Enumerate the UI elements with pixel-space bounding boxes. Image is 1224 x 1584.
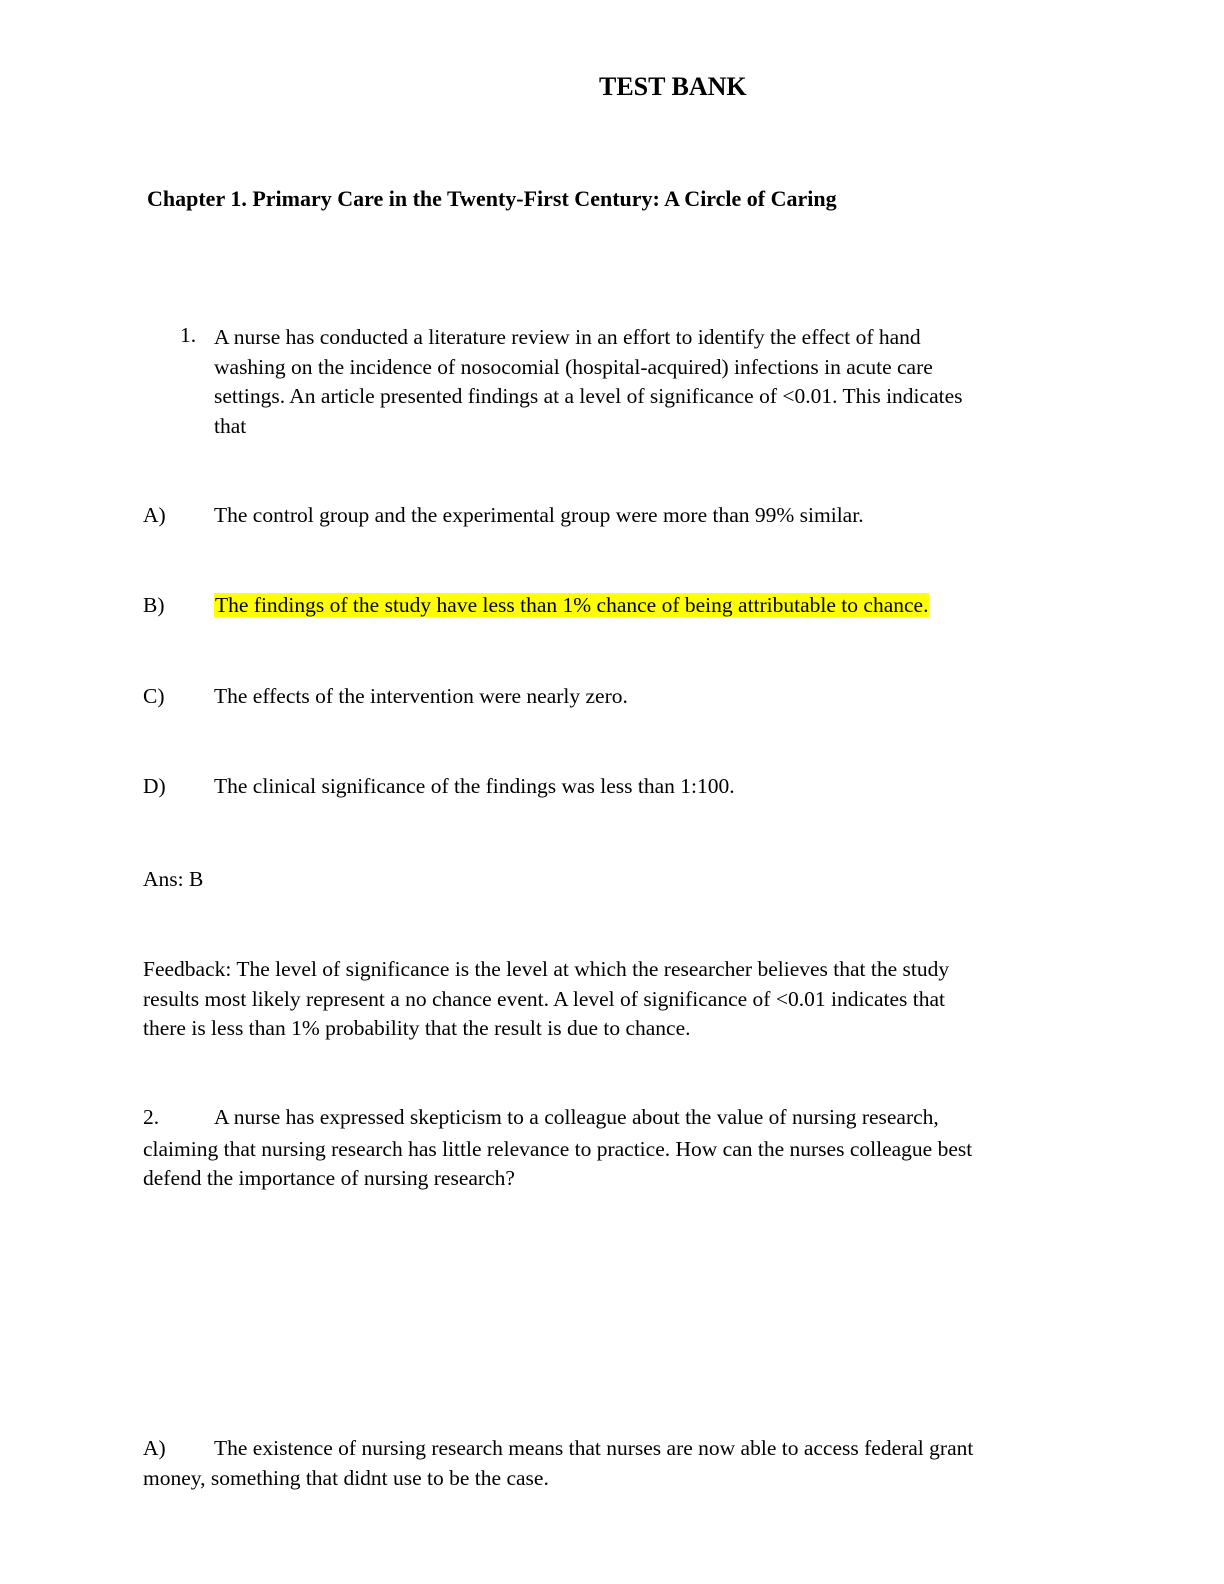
feedback-line: there is less than 1% probability that the result is due to chance. — [143, 1016, 691, 1041]
question-1-option-b — [214, 593, 929, 618]
feedback-line: results most likely represent a no chance event. A level of significance of <0.01 indicates that — [143, 986, 945, 1011]
question-1-option-a-text: The control group and the experimental group were more than 99% similar. — [214, 503, 864, 527]
chapter-heading: Chapter 1. Primary Care in the Twenty-First Century: A Circle of Caring — [147, 186, 837, 211]
question-1-option-c-text: The effects of the intervention were nearly zero. — [214, 684, 628, 708]
question-1-option-b-label: B) — [143, 593, 165, 617]
question-2-stem-first-line: A nurse has expressed skepticism to a colleague about the value of nursing research, — [214, 1105, 939, 1129]
question-1-answer: Ans: B — [143, 867, 204, 891]
question-2-stem-line: claiming that nursing research has little relevance to practice. How can the nurses colleague best — [143, 1136, 973, 1161]
question-2-stem-line: defend the importance of nursing research? — [143, 1166, 515, 1191]
question-1-stem — [214, 323, 963, 441]
question-1-stem-line: that — [214, 413, 247, 438]
question-2-option-a-first-line: The existence of nursing research means that nurses are now able to access federal grant — [214, 1436, 974, 1460]
question-1-option-b-highlighted-text: The findings of the study have less than 1% chance of being attributable to chance. — [215, 593, 929, 617]
document-title: TEST BANK — [599, 72, 747, 101]
question-1-stem-line: A nurse has conducted a literature review in an effort to identify the effect of hand — [214, 325, 921, 349]
question-1-option-a-label: A) — [143, 503, 166, 527]
question-1-number: 1. — [180, 323, 197, 347]
feedback-line: Feedback: The level of significance is the level at which the researcher believes that the study — [143, 957, 950, 981]
question-1-stem-line: settings. An article presented findings at a level of significance of <0.01. This indicates — [214, 384, 963, 409]
question-1-option-d-text: The clinical significance of the findings was less than 1:100. — [214, 774, 735, 798]
question-1-feedback — [143, 955, 949, 1044]
question-2-option-a-label: A) — [143, 1436, 166, 1460]
question-2-number: 2. — [143, 1105, 160, 1129]
question-2-stem-rest — [143, 1135, 972, 1194]
question-1-option-d-label: D) — [143, 774, 166, 798]
question-1-stem-line: washing on the incidence of nosocomial (hospital-acquired) infections in acute care — [214, 354, 933, 379]
question-1-option-c-label: C) — [143, 684, 165, 708]
question-2-option-a-rest-line: money, something that didnt use to be the case. — [143, 1465, 549, 1490]
